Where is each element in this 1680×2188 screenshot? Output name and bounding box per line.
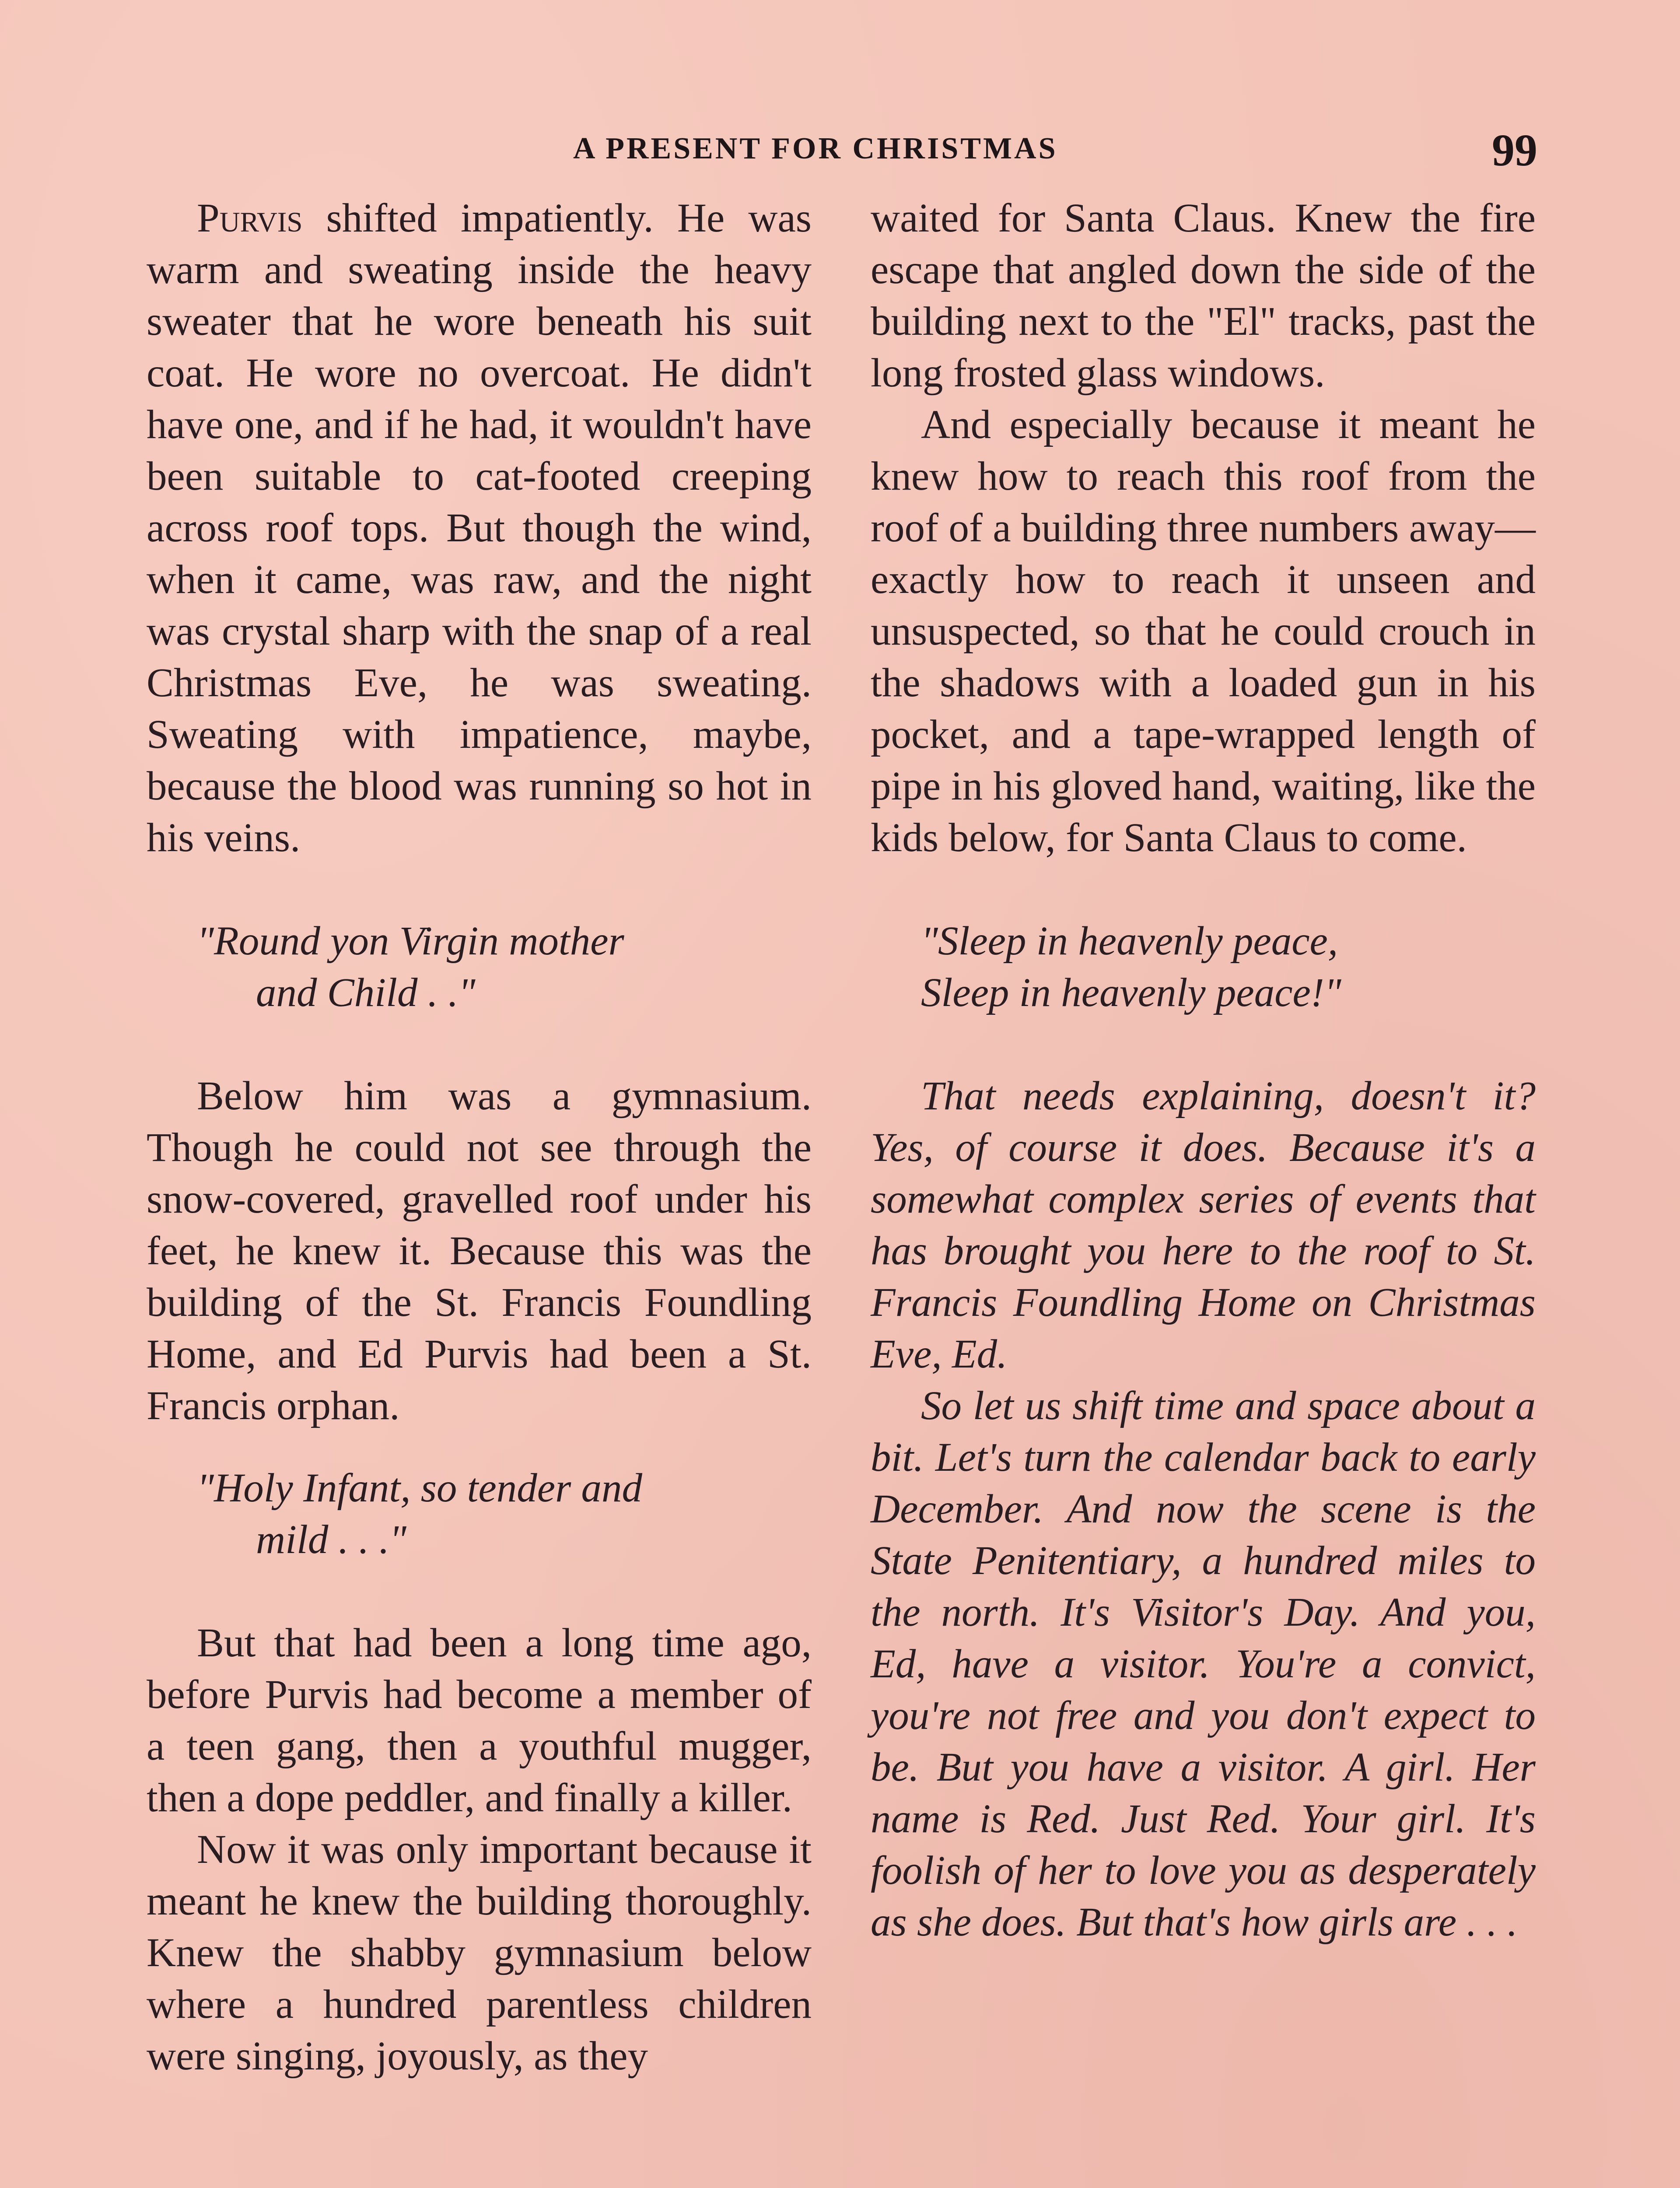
verse-line: and Child . ." bbox=[256, 970, 476, 1015]
opening-word: Purvis bbox=[197, 196, 303, 241]
paragraph: But that had been a long time ago, before Purvis had become a member of a teen gang, then a youthful mugger, then a dope peddler, and finally a killer. bbox=[147, 1620, 812, 1820]
running-head: A PRESENT FOR CHRISTMAS bbox=[573, 132, 1058, 165]
verse-line: "Round yon Virgin mother bbox=[197, 919, 624, 964]
paragraph-text: shifted impatiently. He was warm and sweating inside the heavy sweater that he wore beneath his suit coat. He wore no overcoat. He didn't have one, and if he had, it wouldn't have been suitable to cat-footed creeping across roof tops. But though the wind, when it came, was raw, and the night was crystal sharp with the snap of a real Christmas Eve, he was sweating. Sweating with impatience, maybe, because the blood was running so hot in his veins. bbox=[147, 196, 812, 860]
right-column bbox=[871, 193, 1536, 1948]
verse-line: Sleep in heavenly peace!" bbox=[921, 970, 1341, 1015]
verse-line: "Sleep in heavenly peace, bbox=[921, 919, 1338, 964]
song-verse bbox=[147, 915, 812, 1019]
spacer bbox=[147, 1019, 812, 1070]
paragraph: And especially because it meant he knew how to reach this roof from the roof of a building three numbers away—exactly how to reach it unseen and unsuspected, so that he could crouch in the shadows with a loaded gun in his pocket, and a tape-wrapped length of pipe in his gloved hand, waiting, like the kids below, for Santa Claus to come. bbox=[871, 402, 1536, 860]
spacer bbox=[147, 864, 812, 915]
paragraph bbox=[147, 193, 812, 864]
song-verse bbox=[147, 1462, 812, 1566]
verse-line: mild . . ." bbox=[256, 1517, 406, 1562]
spacer bbox=[871, 864, 1536, 915]
verse-line: "Holy Infant, so tender and bbox=[197, 1466, 643, 1511]
italic-paragraph: That needs explaining, doesn't it? Yes, of course it does. Because it's a somewhat complex series of events that has brought you here to the roof to St. Francis Foundling Home on Christmas Eve, Ed. bbox=[871, 1073, 1536, 1377]
paragraph: Below him was a gymnasium. Though he could not see through the snow-covered, gravelled roof under his feet, he knew it. Because this was the building of the St. Francis Foundling Home, and Ed Purvis had been a St. Francis orphan. bbox=[147, 1073, 812, 1428]
left-column bbox=[147, 193, 812, 2082]
page-number: 99 bbox=[1492, 125, 1537, 175]
italic-paragraph: So let us shift time and space about a bit. Let's turn the calendar back to early December. And now the scene is the State Penitentiary, a hundred miles to the north. It's Visitor's Day. And you, Ed, have a visitor. You're a convict, you're not free and you don't expect to be. But you have a visitor. A girl. Her name is Red. Just Red. Your girl. It's foolish of her to love you as desperately as she does. But that's how girls are . . . bbox=[871, 1383, 1536, 1945]
paragraph: waited for Santa Claus. Knew the fire escape that angled down the side of the building next to the "El" tracks, past the long frosted glass windows. bbox=[871, 196, 1536, 396]
song-verse bbox=[871, 915, 1536, 1019]
spacer bbox=[147, 1566, 812, 1617]
paragraph: Now it was only important because it meant he knew the building thoroughly. Knew the shabby gymnasium below where a hundred parentless children were singing, joyously, as they bbox=[147, 1827, 812, 2079]
spacer bbox=[147, 1432, 812, 1462]
spacer bbox=[871, 1019, 1536, 1070]
